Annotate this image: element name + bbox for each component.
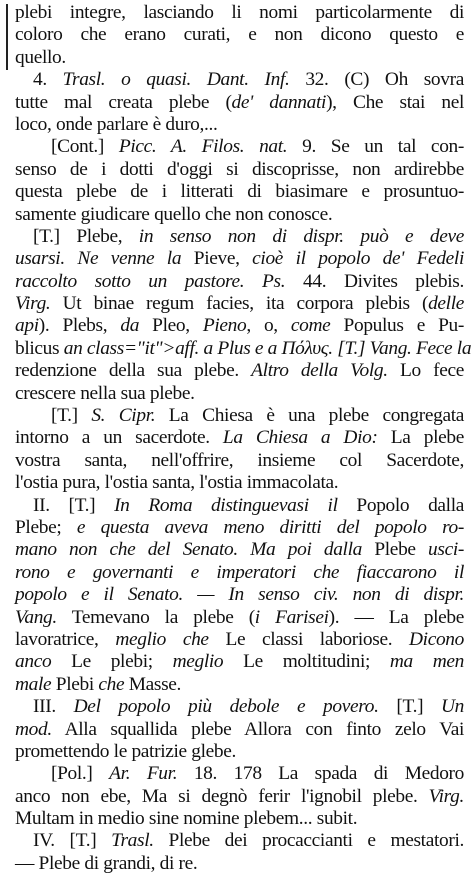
text-line: popolo e il Senato. — In senso civ. non di dispr.	[15, 584, 464, 606]
text-line: samente giudicare quello che non conosce.	[15, 203, 333, 225]
text-line: usarsi. Ne venne la Pieve, cioè il popolo de' Fedeli	[15, 248, 464, 270]
text-line: coloro che erano curati, e non dicono questo e	[15, 24, 464, 46]
text-line: loco, onde parlare è duro,...	[15, 113, 218, 135]
margin-rule	[6, 4, 8, 70]
text-line: [T.] Plebe, in senso non di dispr. può e deve	[33, 225, 465, 247]
entry-text	[15, 2, 472, 875]
text-line: [Pol.] Ar. Fur. 18. 178 La spada di Medoro	[51, 763, 464, 785]
text-line: l'ostia pura, l'ostia santa, l'ostia immacolata.	[15, 472, 339, 494]
text-line: lavoratrice, meglio che Le classi laboriose. Dicono	[15, 628, 464, 650]
text-line: — Plebe di grandi, di re.	[15, 852, 198, 874]
text-line: 4. Trasl. o quasi. Dant. Inf. 32. (C) Oh sovra	[33, 69, 464, 91]
text-line: [T.] S. Cipr. La Chiesa è una plebe congregata	[51, 405, 464, 427]
text-line: Vang. Temevano la plebe (i Farisei). — La plebe	[15, 606, 464, 628]
text-line: mano non che del Senato. Ma poi dalla Plebe usci-	[15, 539, 464, 561]
text-line: II. [T.] In Roma distinguevasi il Popolo dalla	[33, 494, 465, 516]
text-line: raccolto sotto un pastore. Ps. 44. Divites plebis.	[15, 270, 464, 292]
text-line: [Cont.] Picc. A. Filos. nat. 9. Se un tal con-	[51, 136, 464, 158]
text-line: api). Plebs, da Pleo, Pieno, o, come Populus e Pu-	[15, 315, 464, 337]
text-line: anco non ebe, Ma si degnò ferir l'ignobil plebe. Virg.	[15, 785, 464, 807]
text-line: mod. Alla squallida plebe Allora con finto zelo Vai	[15, 718, 464, 740]
text-line: blicus an class="it">aff. a Plus e a Πόλυς. [T.] Vang. Fece la	[15, 337, 472, 359]
text-line: tutte mal creata plebe (de' dannati), Che stai nel	[15, 91, 465, 113]
text-line: redenzione della sua plebe. Altro della Volg. Lo fece	[15, 360, 465, 382]
text-line: plebi integre, lasciando li nomi particolarmente di	[15, 2, 464, 23]
text-line: crescere nella sua plebe.	[15, 382, 195, 404]
text-line: Multam in medio sine nomine plebem... subit.	[15, 808, 358, 830]
text-line: vostra santa, nell'offrire, insieme col Sacerdote,	[15, 449, 464, 471]
text-line: intorno a un sacerdote. La Chiesa a Dio: La plebe	[15, 427, 464, 449]
text-line: anco Le plebi; meglio Le moltitudini; ma men	[15, 651, 464, 673]
text-line: IV. [T.] Trasl. Plebe dei procaccianti e mestatori.	[33, 830, 464, 852]
text-line: quello.	[15, 46, 66, 68]
text-line: senso de i dotti d'oggi si discoprisse, non ardirebbe	[15, 158, 464, 180]
text-line: Plebe; e questa aveva meno diritti del popolo ro-	[15, 516, 464, 538]
text-line: promettendo le patrizie glebe.	[15, 740, 237, 762]
text-line: Virg. Ut binae regum facies, ita corpora plebis (delle	[15, 293, 464, 315]
text-line: rono e governanti e imperatori che fiaccarono il	[15, 561, 464, 583]
text-line: questa plebe de i litterati di biasimare e prosuntuo-	[15, 181, 464, 203]
text-line: male Plebi che Masse.	[15, 673, 182, 695]
text-line: III. Del popolo più debole e povero. [T.] Un	[33, 696, 465, 718]
